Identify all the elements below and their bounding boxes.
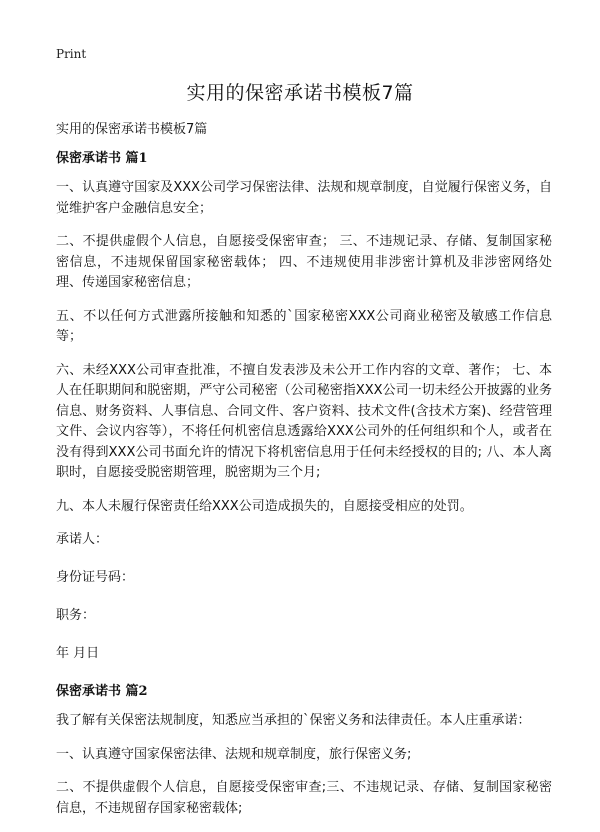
- section-1-paragraph: 二、不提供虚假个人信息，自愿接受保密审查； 三、不违规记录、存储、复制国家秘密信息，不违规保留国家秘密载体； 四、不违规使用非涉密计算机及非涉密网络处理、传递国家秘密信息；: [56, 234, 552, 290]
- section-1-paragraph: 一、认真遵守国家及XXX公司学习保密法律、法规和规章制度，自觉履行保密义务，自觉维护客户金融信息安全；: [56, 180, 552, 216]
- section-2-paragraph: 二、不提供虚假个人信息，自愿接受保密审查;三、不违规记录、存储、复制国家秘密信息，不违规留存国家秘密载体;: [56, 780, 552, 816]
- section-2-heading: 保密承诺书 篇2: [56, 684, 148, 699]
- section-2-paragraph: 我了解有关保密法规制度，知悉应当承担的`保密义务和法律责任。本人庄重承诺：: [56, 713, 531, 728]
- id-number-field: 身份证号码：: [56, 570, 135, 585]
- document-title: 实用的保密承诺书模板7篇: [186, 82, 414, 104]
- position-field: 职务：: [56, 608, 96, 623]
- section-1-paragraph: 五、不以任何方式泄露所接触和知悉的`国家秘密XXX公司商业秘密及敏感工作信息等；: [56, 308, 552, 344]
- promisor-field: 承诺人：: [56, 532, 109, 547]
- section-1-paragraph: 九、本人未履行保密责任给XXX公司造成损失的，自愿接受相应的处罚。: [56, 498, 473, 514]
- date-field: 年 月日: [56, 646, 100, 661]
- subtitle: 实用的保密承诺书模板7篇: [56, 122, 208, 137]
- document-body: [56, 120, 552, 832]
- section-1-heading: 保密承诺书 篇1: [56, 151, 148, 166]
- print-label: Print: [56, 47, 87, 61]
- section-2-paragraph: 一、认真遵守国家保密法律、法规和规章制度，旅行保密义务;: [56, 746, 412, 762]
- section-1-paragraph: 六、未经XXX公司审查批准，不擅自发表涉及未公开工作内容的文章、著作； 七、本人在任职期间和脱密期，严守公司秘密（公司秘密指XXX公司一切未经公开披露的业务信息、财务资料、人事信息、合同文件、客户资料、技术文件(含技术方案)、经营管理文件、会议内容等），不将任何机密信息透露给XXX公司外的任何组织和个人，或者在没有得到XXX公司书面允许的情况下将机密信息用于任何未经授权的目的; 八、本人离职时，自愿接受脱密期管理，脱密期为三个月;: [56, 362, 552, 480]
